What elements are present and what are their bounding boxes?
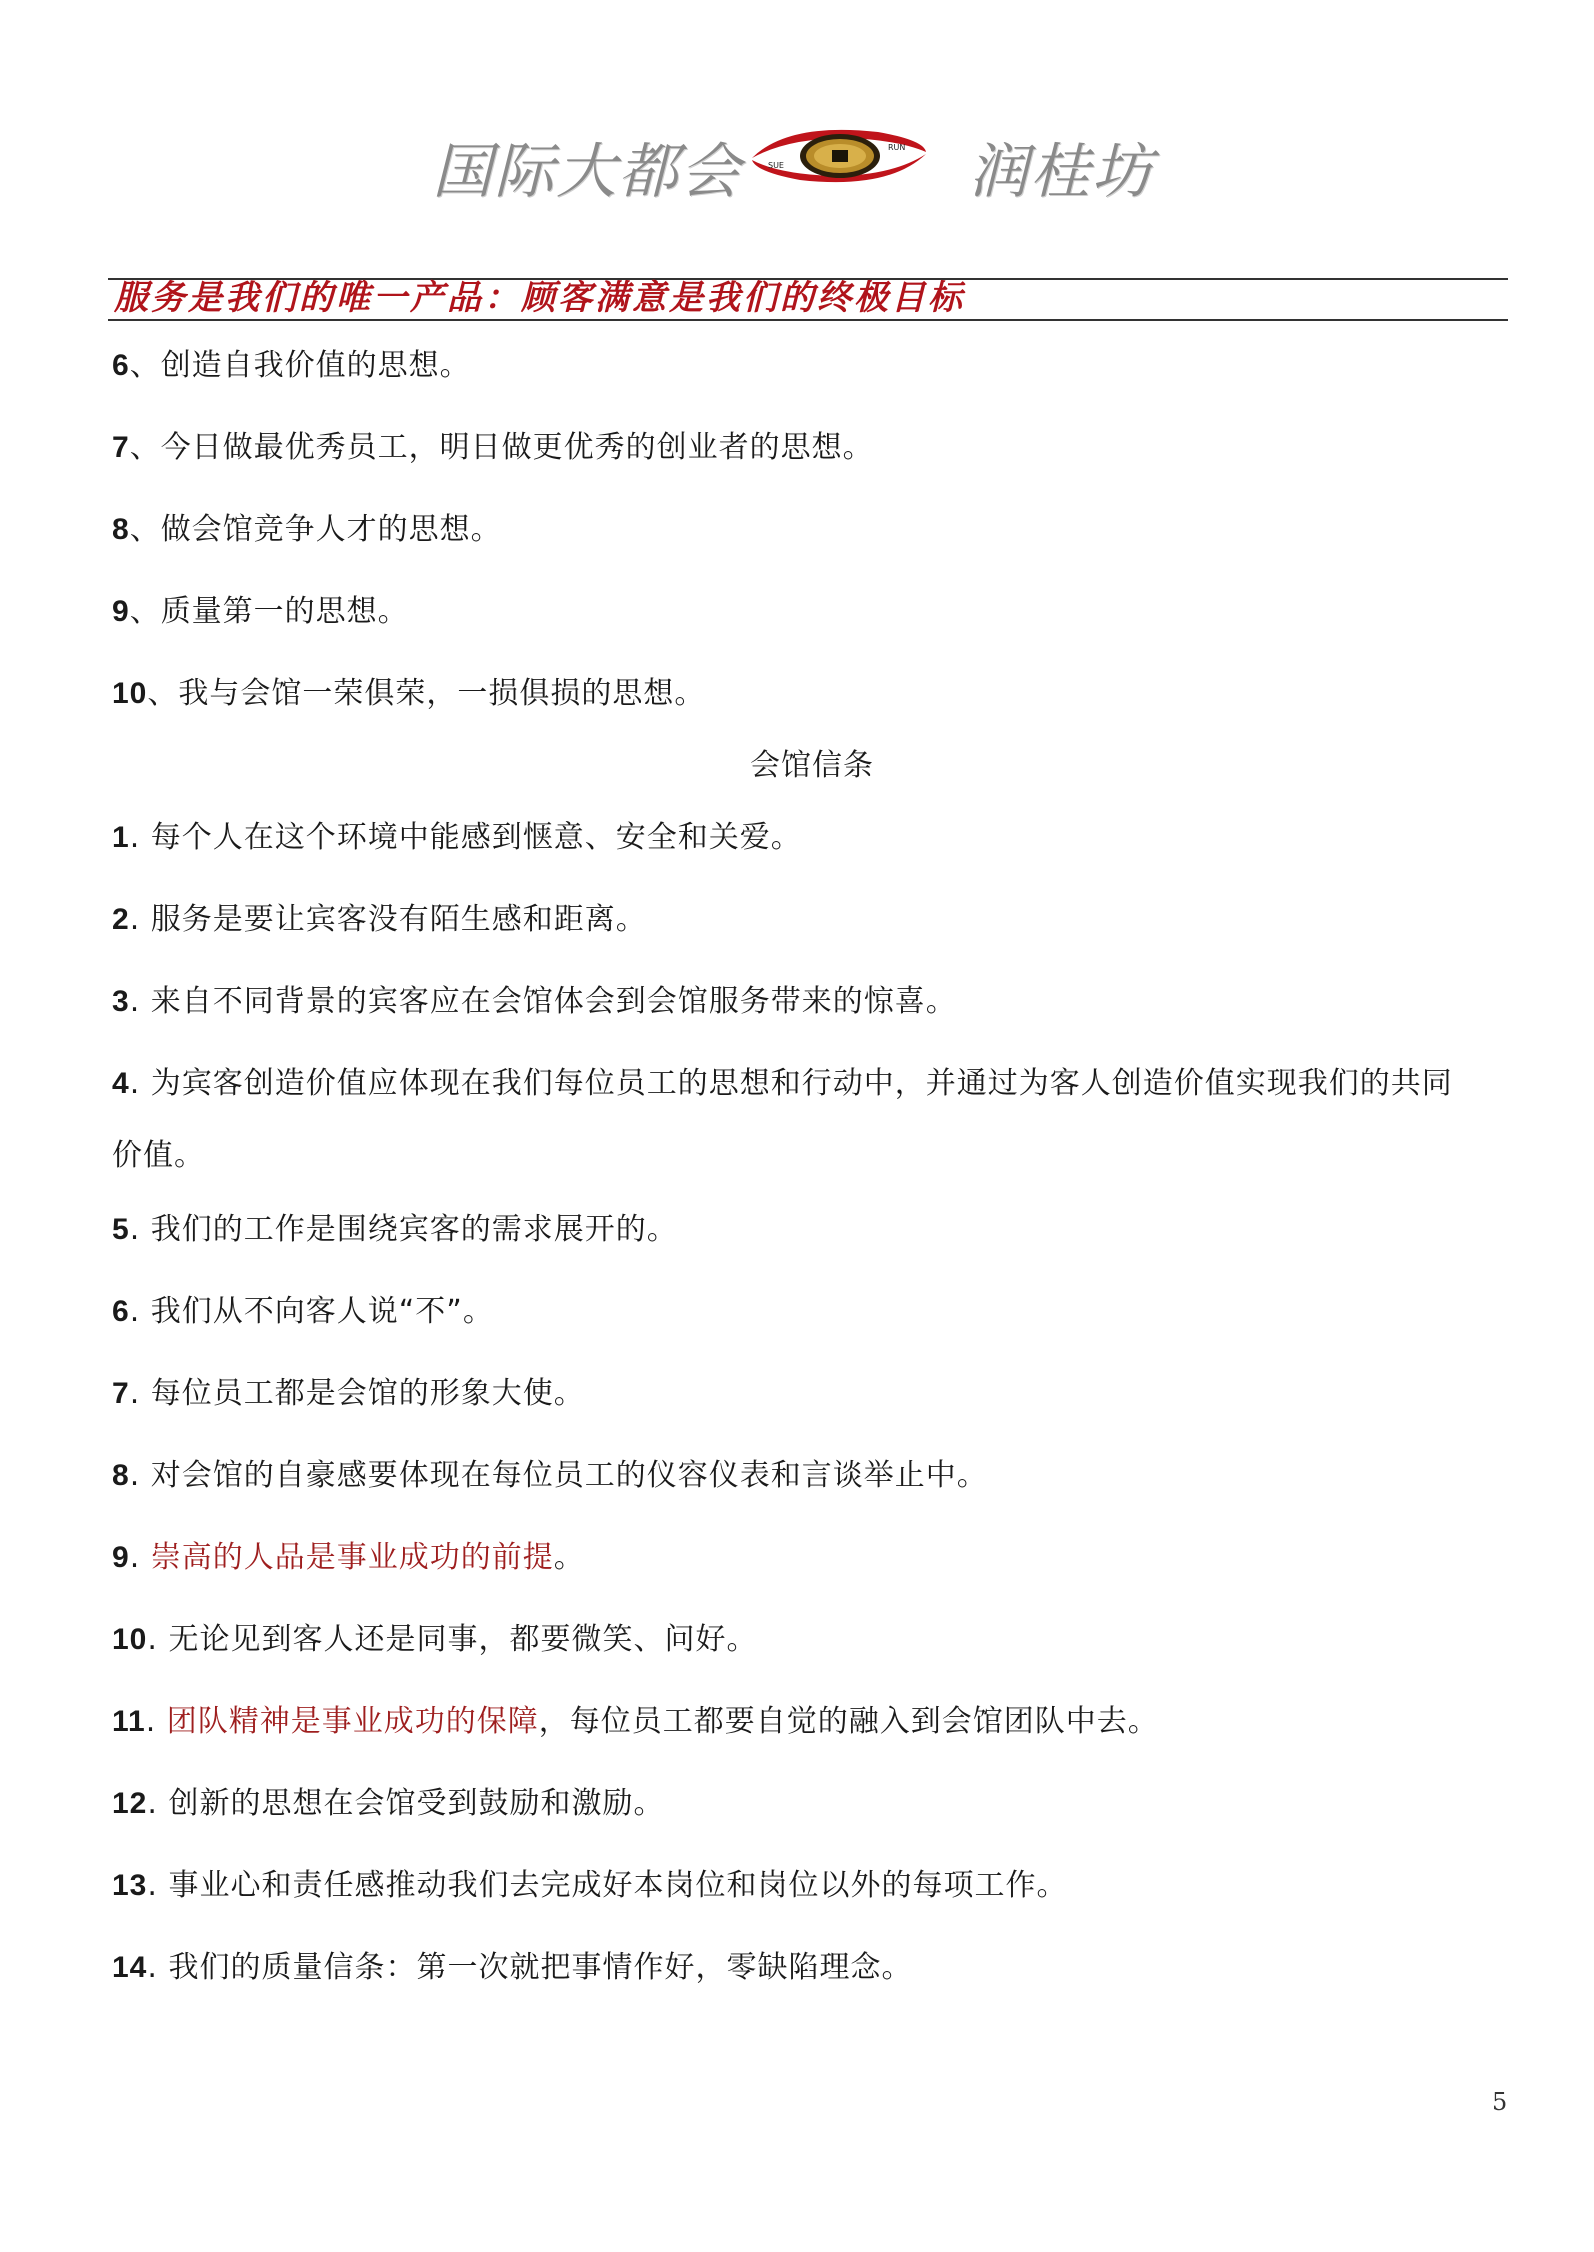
logo-small-text-right: RUN: [888, 143, 906, 152]
list-item: 14. 我们的质量信条：第一次就把事情作好，零缺陷理念。: [112, 1950, 913, 1985]
document-header: [0, 118, 1594, 208]
section-title: 会馆信条: [750, 748, 874, 783]
list-item: 8. 对会馆的自豪感要体现在每位员工的仪容仪表和言谈举止中。: [112, 1458, 988, 1493]
list-item: 2. 服务是要让宾客没有陌生感和距离。: [112, 902, 647, 937]
list-item: 7、今日做最优秀员工，明日做更优秀的创业者的思想。: [112, 430, 874, 465]
brand-name-left: 国际大都会: [432, 137, 742, 207]
list-item: 4. 为宾客创造价值应体现在我们每位员工的思想和行动中，并通过为客人创造价值实现我们的共同: [112, 1066, 1453, 1101]
list-item: 6. 我们从不向客人说“不”。: [112, 1294, 494, 1329]
list-item: 12. 创新的思想在会馆受到鼓励和激励。: [112, 1786, 665, 1821]
list-item: 10、我与会馆一荣俱荣，一损俱损的思想。: [112, 676, 706, 711]
slogan-banner: 服务是我们的唯一产品：顾客满意是我们的终极目标: [114, 278, 965, 318]
list-item: 1. 每个人在这个环境中能感到惬意、安全和关爱。: [112, 820, 802, 855]
list-item: 8、做会馆竞争人才的思想。: [112, 512, 502, 547]
highlight-text: 团队精神是事业成功的保障: [166, 1704, 539, 1739]
list-item: 5. 我们的工作是围绕宾客的需求展开的。: [112, 1212, 678, 1247]
list-item: 7. 每位员工都是会馆的形象大使。: [112, 1376, 585, 1411]
slogan-rule-bottom: [108, 319, 1508, 321]
list-item-continuation: 价值。: [112, 1138, 205, 1173]
highlight-text: 崇高的人品是事业成功的前提: [150, 1540, 554, 1575]
logo-small-text-left: SUE: [768, 161, 784, 170]
list-item: 6、创造自我价值的思想。: [112, 348, 471, 383]
list-item: 11. 团队精神是事业成功的保障，每位员工都要自觉的融入到会馆团队中去。: [112, 1704, 1159, 1739]
list-item: 10. 无论见到客人还是同事，都要微笑、问好。: [112, 1622, 758, 1657]
coin-logo-icon: [748, 118, 930, 194]
list-item: 9、质量第一的思想。: [112, 594, 409, 629]
brand-name-right: 润桂坊: [968, 137, 1154, 207]
list-item: 13. 事业心和责任感推动我们去完成好本岗位和岗位以外的每项工作。: [112, 1868, 1068, 1903]
list-item: 9. 崇高的人品是事业成功的前提。: [112, 1540, 585, 1575]
page-number: 5: [1492, 2088, 1508, 2116]
list-item: 3. 来自不同背景的宾客应在会馆体会到会馆服务带来的惊喜。: [112, 984, 957, 1019]
